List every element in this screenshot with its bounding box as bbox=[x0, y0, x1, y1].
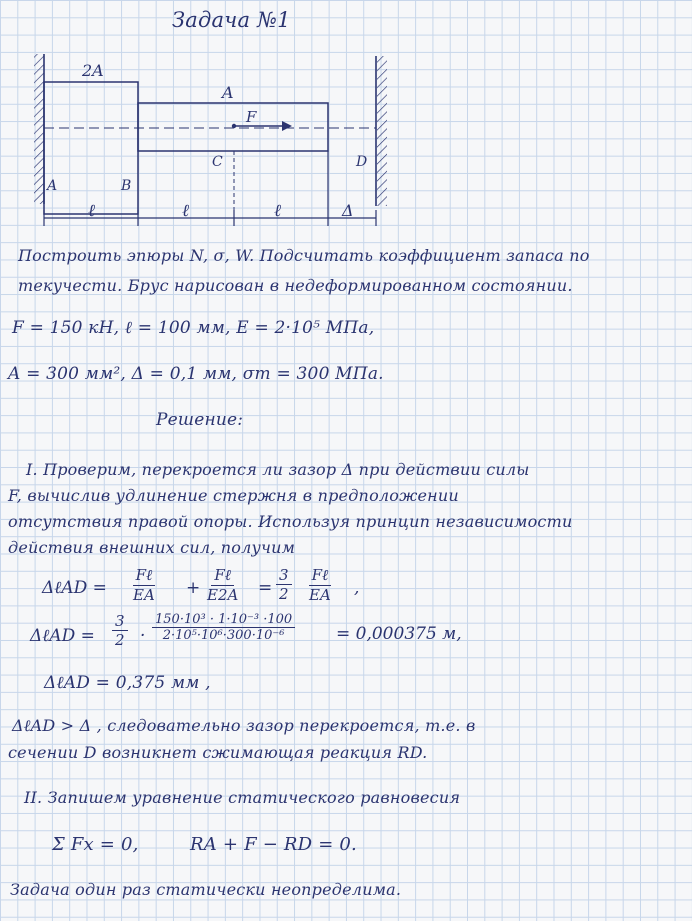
eq2-frac-2-num: 150·10³ · 1·10⁻³ ·100 bbox=[152, 612, 295, 628]
solution-p1-line-4: действия внешних сил, получим bbox=[8, 538, 296, 557]
eq1-frac-2-num: Fℓ bbox=[211, 566, 234, 586]
eq1-plus: + bbox=[186, 578, 201, 598]
solution-p4-line-1: Задача один раз статически неопределима. bbox=[10, 880, 402, 899]
label-point-a: A bbox=[47, 178, 58, 194]
problem-line-2: текучести. Брус нарисован в недеформированном состоянии. bbox=[18, 276, 573, 295]
label-point-d: D bbox=[356, 154, 368, 170]
label-force: F bbox=[246, 108, 257, 126]
eq1-frac-3 bbox=[276, 566, 292, 603]
label-a-area: A bbox=[222, 83, 234, 102]
label-point-c: C bbox=[212, 154, 223, 170]
label-point-b: B bbox=[121, 178, 132, 194]
label-seg2: ℓ bbox=[182, 201, 190, 221]
label-seg3: ℓ bbox=[274, 201, 282, 221]
equation-4a: Σ Fx = 0, bbox=[52, 834, 139, 855]
eq2-frac-1 bbox=[112, 612, 128, 649]
solution-p1-line-3: отсутствия правой опоры. Используя принцип независимости bbox=[8, 512, 573, 531]
eq1-end: , bbox=[354, 578, 360, 598]
wide-segment bbox=[44, 82, 138, 214]
eq2-lhs: ΔℓAD = bbox=[30, 626, 95, 646]
eq1-frac-4-num: Fℓ bbox=[309, 566, 332, 586]
eq1-frac-4 bbox=[306, 566, 334, 604]
eq1-frac-4-den: EA bbox=[309, 586, 331, 604]
given-line-2: A = 300 мм², Δ = 0,1 мм, σт = 300 МПа. bbox=[8, 364, 384, 384]
eq1-frac-3-num: 3 bbox=[276, 566, 292, 585]
eq1-frac-1-den: EA bbox=[133, 586, 155, 604]
eq2-rhs: = 0,000375 м, bbox=[336, 624, 462, 644]
solution-p2-line-2: сечении D возникнет сжимающая реакция RD. bbox=[8, 743, 428, 762]
eq1-frac-1 bbox=[130, 566, 158, 604]
solution-p2-line-1: ΔℓAD > Δ , следовательно зазор перекроется, т.е. в bbox=[12, 716, 476, 735]
solution-p1-line-2: F, вычислив удлинение стержня в предположении bbox=[8, 486, 459, 505]
eq2-frac-2 bbox=[152, 612, 295, 643]
label-gap: Δ bbox=[342, 201, 354, 220]
eq1-frac-1-num: Fℓ bbox=[133, 566, 156, 586]
label-2a: 2A bbox=[82, 61, 104, 80]
eq1-lhs: ΔℓAD = bbox=[42, 578, 107, 598]
force-arrowhead bbox=[282, 121, 292, 131]
given-line-1: F = 150 кН, ℓ = 100 мм, E = 2·10⁵ МПа, bbox=[12, 318, 375, 338]
solution-p1-line-1: I. Проверим, перекроется ли зазор Δ при действии силы bbox=[26, 460, 530, 479]
bar-diagram bbox=[0, 40, 692, 270]
left-wall-hatching bbox=[34, 54, 44, 204]
right-wall-hatching bbox=[377, 56, 387, 206]
equation-4b: RA + F − RD = 0. bbox=[190, 834, 357, 855]
problem-line-1: Построить эпюры N, σ, W. Подсчитать коэффициент запаса по bbox=[18, 246, 590, 265]
solution-heading: Решение: bbox=[156, 410, 244, 430]
eq2-frac-2-den: 2·10⁵·10⁶·300·10⁻⁶ bbox=[162, 628, 285, 643]
page-title: Задача №1 bbox=[172, 8, 291, 32]
eq1-frac-2 bbox=[204, 566, 241, 604]
eq1-frac-2-den: E2A bbox=[207, 586, 239, 604]
solution-p3-line-1: II. Запишем уравнение статического равновесия bbox=[24, 788, 461, 807]
eq2-dot: · bbox=[140, 626, 146, 646]
equation-3: ΔℓAD = 0,375 мм , bbox=[44, 673, 211, 693]
label-seg1: ℓ bbox=[88, 201, 96, 221]
eq1-equals: = bbox=[258, 578, 273, 598]
eq1-frac-3-den: 2 bbox=[279, 585, 289, 603]
eq2-frac-1-num: 3 bbox=[112, 612, 128, 631]
eq2-frac-1-den: 2 bbox=[115, 631, 125, 649]
